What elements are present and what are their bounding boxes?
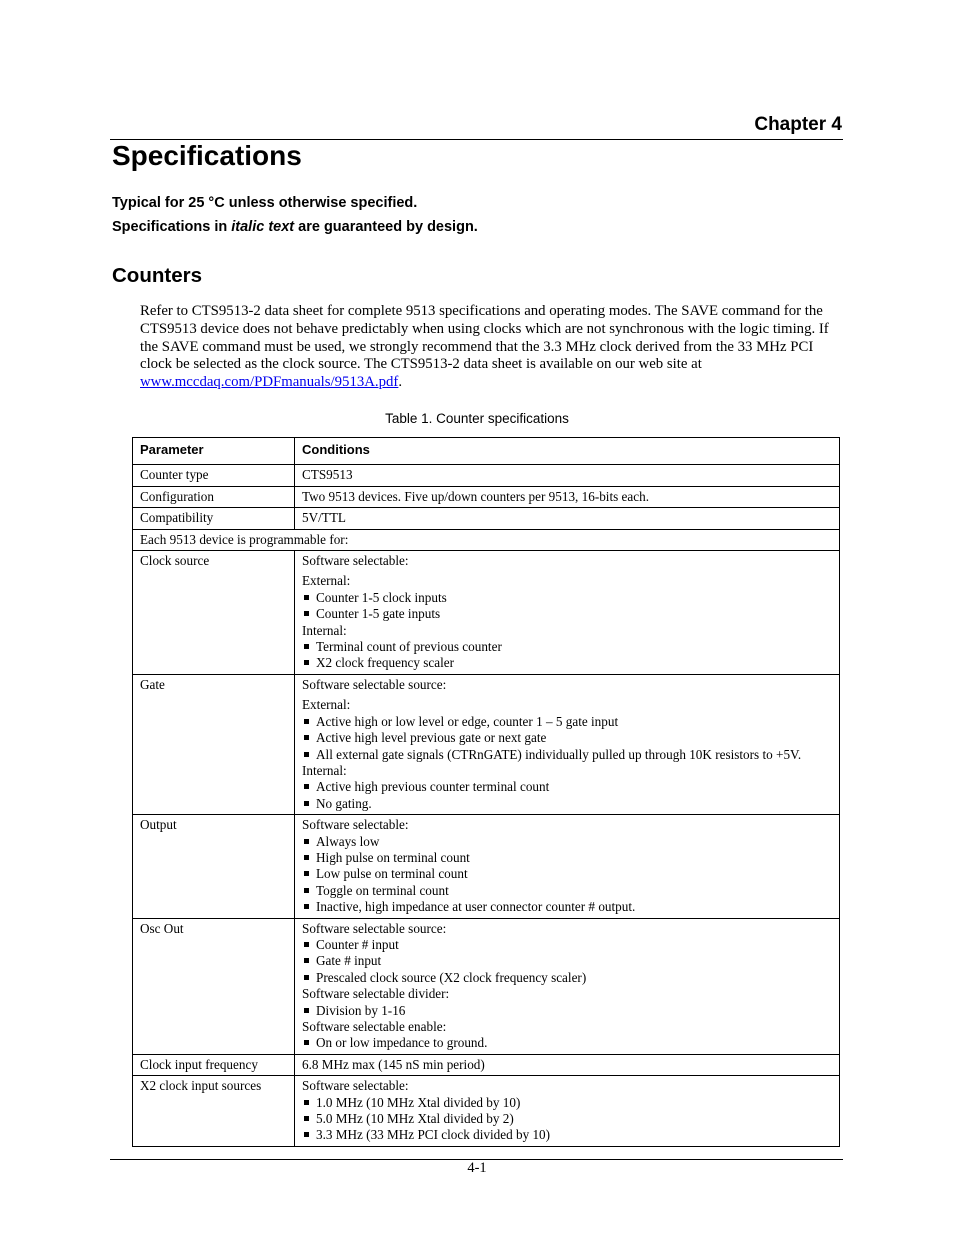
- bullet-list: [302, 1035, 832, 1051]
- bullet-list: [302, 937, 832, 986]
- conditions-cell: [295, 486, 840, 507]
- italic-note-pre: Specifications in: [112, 219, 232, 235]
- condition-text: Software selectable divider:: [302, 986, 450, 1002]
- condition-text: External:: [302, 697, 351, 713]
- bullet-item: Inactive, high impedance at user connector counter # output.: [302, 899, 832, 915]
- table-row: [133, 1076, 840, 1147]
- bullet-item: Terminal count of previous counter: [302, 639, 832, 655]
- bullet-item: Low pulse on terminal count: [302, 866, 832, 882]
- condition-text: Software selectable enable:: [302, 1019, 447, 1034]
- condition-text: Internal:: [302, 762, 347, 778]
- italic-note: [112, 219, 478, 235]
- bullet-item: Counter 1-5 gate inputs: [302, 606, 832, 622]
- condition-text: External:: [302, 573, 351, 589]
- condition-text: Software selectable:: [302, 1078, 409, 1094]
- bullet-item: Gate # input: [302, 953, 832, 969]
- bullet-item: Active high or low level or edge, counter 1 – 5 gate input: [302, 714, 832, 730]
- bullet-item: High pulse on terminal count: [302, 850, 832, 866]
- bullet-item: 1.0 MHz (10 MHz Xtal divided by 10): [302, 1095, 832, 1111]
- parameter-cell: Clock source: [133, 551, 295, 675]
- datasheet-link[interactable]: www.mccdaq.com/PDFmanuals/9513A.pdf: [140, 374, 399, 391]
- bullet-item: Toggle on terminal count: [302, 883, 832, 899]
- table-row: [133, 508, 840, 529]
- table-body: [133, 465, 840, 1146]
- parameter-cell: X2 clock input sources: [133, 1076, 295, 1147]
- bullet-item: 3.3 MHz (33 MHz PCI clock divided by 10): [302, 1127, 832, 1143]
- condition-text: Software selectable source:: [302, 920, 447, 936]
- condition-text: Software selectable:: [302, 553, 409, 569]
- bullet-list: [302, 1095, 832, 1144]
- intro-end: .: [398, 374, 403, 391]
- condition-text: Two 9513 devices. Five up/down counters per 9513, 16-bits each.: [302, 488, 650, 504]
- italic-note-italic: italic text: [231, 219, 295, 235]
- parameter-cell: Gate: [133, 674, 295, 814]
- bullet-item: Active high previous counter terminal count: [302, 779, 832, 795]
- bullet-item: All external gate signals (CTRnGATE) individually pulled up through 10K resistors to +5V.: [302, 747, 832, 763]
- bullet-list: [302, 1003, 832, 1019]
- table-row: [133, 815, 840, 918]
- table-row: [133, 674, 840, 814]
- condition-text: CTS9513: [302, 467, 353, 483]
- header-conditions: Conditions: [295, 438, 840, 465]
- page-title: Specifications: [112, 140, 302, 171]
- counter-spec-table: [132, 437, 840, 1147]
- bullet-item: On or low impedance to ground.: [302, 1035, 832, 1051]
- bullet-item: X2 clock frequency scaler: [302, 655, 832, 671]
- condition-text: 5V/TTL: [302, 510, 346, 526]
- conditions-cell: [295, 465, 840, 486]
- bullet-item: No gating.: [302, 796, 832, 812]
- bullet-list: [302, 590, 832, 623]
- table-row: [133, 465, 840, 486]
- table-row: [133, 551, 840, 675]
- conditions-cell: [295, 1054, 840, 1075]
- conditions-cell: [295, 674, 840, 814]
- bullet-list: [302, 834, 832, 916]
- conditions-cell: [295, 918, 840, 1054]
- header-parameter: Parameter: [133, 438, 295, 465]
- parameter-cell: Configuration: [133, 486, 295, 507]
- bullet-item: Counter 1-5 clock inputs: [302, 590, 832, 606]
- bullet-list: [302, 779, 832, 812]
- bullet-list: [302, 714, 832, 763]
- parameter-cell: Clock input frequency: [133, 1054, 295, 1075]
- page-number: 4-1: [467, 1160, 487, 1176]
- condition-text: Software selectable:: [302, 817, 409, 833]
- bullet-item: Counter # input: [302, 937, 832, 953]
- table-caption: Table 1. Counter specifications: [385, 411, 569, 426]
- parameter-cell: Output: [133, 815, 295, 918]
- conditions-cell: [295, 815, 840, 918]
- section-title: Counters: [112, 264, 202, 287]
- condition-text: 6.8 MHz max (145 nS min period): [302, 1056, 485, 1072]
- bullet-item: Prescaled clock source (X2 clock frequency scaler): [302, 970, 832, 986]
- table-row: [133, 529, 840, 550]
- bullet-item: Always low: [302, 834, 832, 850]
- bullet-list: [302, 639, 832, 672]
- bullet-item: Active high level previous gate or next gate: [302, 730, 832, 746]
- condition-text: Software selectable source:: [302, 676, 447, 692]
- chapter-label: Chapter 4: [754, 114, 842, 135]
- conditions-cell: [295, 508, 840, 529]
- table-row: [133, 918, 840, 1054]
- intro-text: Refer to CTS9513-2 data sheet for complete 9513 specifications and operating modes. The SAVE command for the CTS9513 device does not behave predictably when using clocks which are not synchronous with the logic timing. If the SAVE command must be used, we strongly recommend that the 3.3 MHz clock derived from the 33 MHz PCI clock be selected as the clock source. The CTS9513-2 data sheet is available on our web site at: [140, 303, 829, 373]
- intro-paragraph: [140, 303, 845, 392]
- parameter-cell: Counter type: [133, 465, 295, 486]
- bullet-item: 5.0 MHz (10 MHz Xtal divided by 2): [302, 1111, 832, 1127]
- table-row: [133, 486, 840, 507]
- bullet-item: Division by 1-16: [302, 1003, 832, 1019]
- table-header-row: [133, 438, 840, 465]
- italic-note-post: are guaranteed by design.: [294, 219, 478, 235]
- span-cell: Each 9513 device is programmable for:: [133, 529, 840, 550]
- parameter-cell: Compatibility: [133, 508, 295, 529]
- typical-note: Typical for 25 °C unless otherwise specified.: [112, 195, 418, 211]
- table-row: [133, 1054, 840, 1075]
- conditions-cell: [295, 551, 840, 675]
- condition-text: Internal:: [302, 622, 347, 638]
- conditions-cell: [295, 1076, 840, 1147]
- parameter-cell: Osc Out: [133, 918, 295, 1054]
